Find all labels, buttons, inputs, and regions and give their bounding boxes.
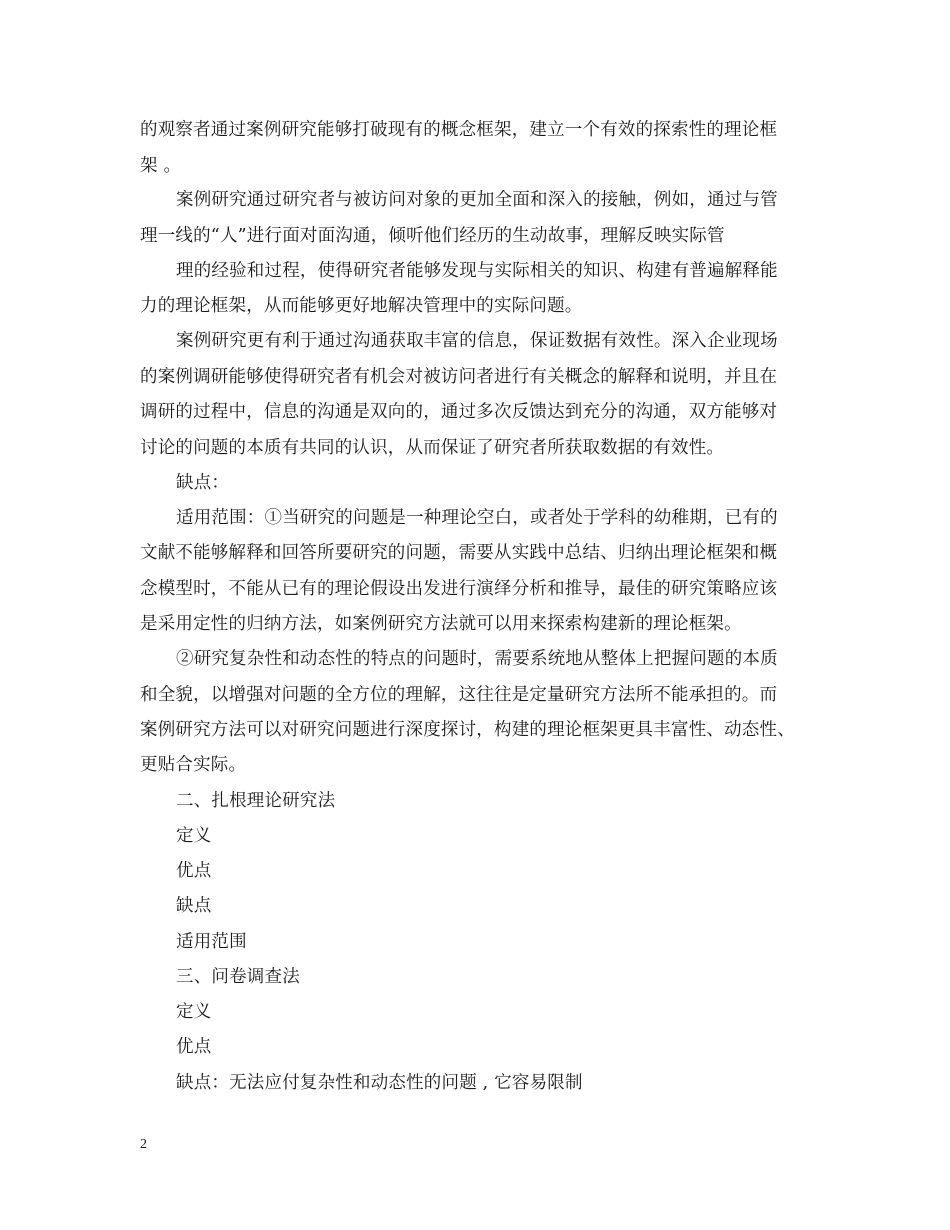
text-line: 更贴合实际。 <box>140 755 247 775</box>
text-line: 和全貌，以增强对问题的全方位的理解，这往往是定量研究方法所不能承担的。而 <box>140 685 778 705</box>
paragraph-start-line: 适用范围：①当研究的问题是一种理论空白，或者处于学科的幼稚期，已有的 <box>176 508 778 528</box>
subsection-label: 定义 <box>176 1002 212 1022</box>
subsection-label: 优点 <box>176 861 212 881</box>
text-line: 架 。 <box>140 156 182 176</box>
subsection-label: 适用范围 <box>176 932 247 952</box>
subsection-label: 优点 <box>176 1037 212 1057</box>
section-heading: 二、扎根理论研究法 <box>176 791 336 811</box>
text-line: 理一线的“人”进行面对面沟通，倾听他们经历的生动故事，理解反映实际管 <box>140 226 725 246</box>
paragraph-start-line: ②研究复杂性和动态性的特点的问题时，需要系统地从整体上把握问题的本质 <box>176 649 778 669</box>
text-line: 的观察者通过案例研究能够打破现有的概念框架，建立一个有效的探索性的理论框 <box>140 120 778 140</box>
section-heading: 三、问卷调查法 <box>176 967 300 987</box>
text-line: 文献不能够解释和回答所要研究的问题，需要从实践中总结、归纳出理论框架和概 <box>140 543 778 563</box>
page-number: 2 <box>140 1137 147 1152</box>
text-line: 是采用定性的归纳方法，如案例研究方法就可以用来探索构建新的理论框架。 <box>140 614 742 634</box>
text-line: 的案例调研能够使得研究者有机会对被访问者进行有关概念的解释和说明，并且在 <box>140 367 778 387</box>
text-line: 念模型时，不能从已有的理论假设出发进行演绎分析和推导，最佳的研究策略应该 <box>140 579 778 599</box>
subsection-label: 缺点 <box>176 896 212 916</box>
text-line: 讨论的问题的本质有共同的认识，从而保证了研究者所获取数据的有效性。 <box>140 438 725 458</box>
subsection-label: 缺点：无法应付复杂性和动态性的问题 , 它容易限制 <box>176 1073 583 1093</box>
text-line: 力的理论框架，从而能够更好地解决管理中的实际问题。 <box>140 296 583 316</box>
text-line: 案例研究方法可以对研究问题进行深度探讨，构建的理论框架更具丰富性、动态性、 <box>140 720 795 740</box>
paragraph-start-line: 案例研究更有利于通过沟通获取丰富的信息，保证数据有效性。深入企业现场 <box>176 331 778 351</box>
section-label: 缺点： <box>176 473 230 493</box>
text-line: 调研的过程中，信息的沟通是双向的，通过多次反馈达到充分的沟通，双方能够对 <box>140 402 778 422</box>
subsection-label: 定义 <box>176 826 212 846</box>
text-line: 理的经验和过程，使得研究者能够发现与实际相关的知识、构建有普遍解释能 <box>176 261 778 281</box>
paragraph-start-line: 案例研究通过研究者与被访问对象的更加全面和深入的接触，例如，通过与管 <box>176 190 778 210</box>
